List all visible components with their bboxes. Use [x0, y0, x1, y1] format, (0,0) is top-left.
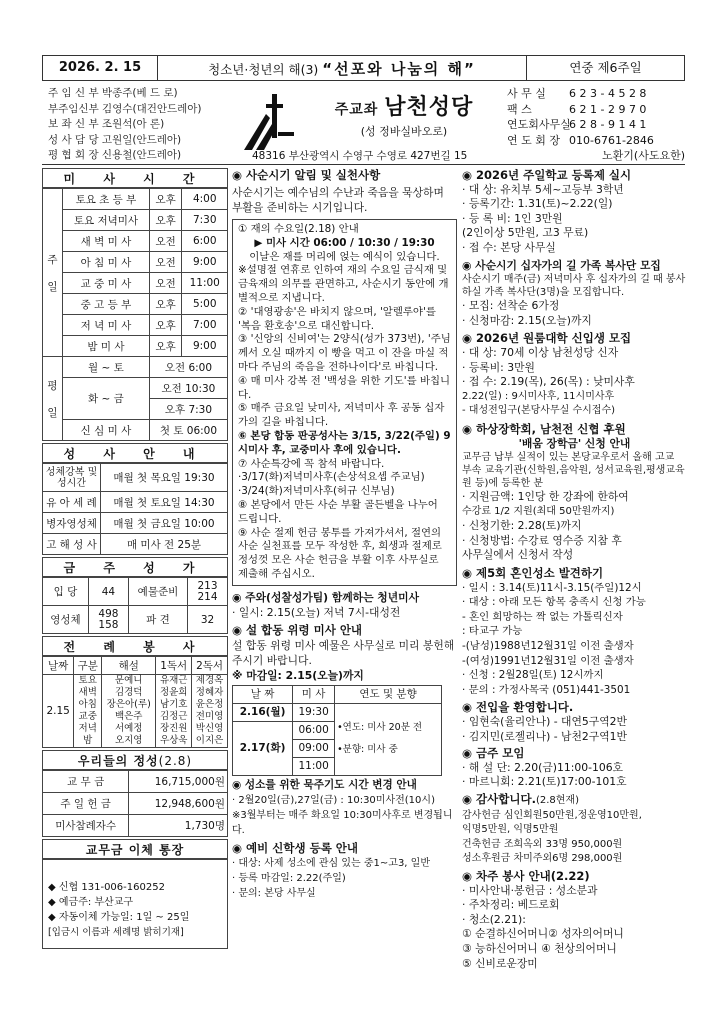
- hymns-table: 입 당 44 예물준비 213 214 영성체 498 158 파 견 32: [42, 577, 228, 634]
- welcome-title: ◉ 전입을 환영합니다.: [462, 700, 574, 715]
- elder-college-title: ◉ 2026년 원룸대학 신입생 모집: [462, 331, 632, 346]
- liturgical-sunday: 연중 제6주일: [526, 56, 684, 80]
- church-name: [304, 90, 504, 139]
- staff-item: 성 사 담 당 고원일(안드레아): [48, 133, 182, 146]
- thanks-title: ◉ 감사합니다.(2.8현재): [462, 791, 579, 806]
- offering-table: 교 무 금 16,715,000원 주 일 헌 금 12,948,600원 미사참례자수 1,730명: [42, 770, 228, 837]
- mass-times-title: 미 사 시 간: [42, 168, 228, 188]
- rosary-title: ◉ 성소를 위한 묵주기도 시간 변경 안내: [232, 778, 417, 791]
- meetings-title: ◉ 금주 모임: [462, 746, 525, 761]
- reading2-col: 제경옥 정혜자 윤은정 전미영 박신영 이지은: [192, 675, 228, 748]
- contact-row: 팩 스 6 2 1 - 2 9 7 0: [507, 102, 647, 116]
- sacrament-table: 성체강복 및 성시간 매월 첫 목요일 19:30 유 아 세 례 매월 첫 토요일 14:30 병자영성체 매월 첫 금요일 10:00 고 해 성 사 매 미사 전 25분: [42, 463, 228, 555]
- bank-title: 교무금 이체 통장: [42, 839, 228, 859]
- seol-title: ◉ 설 합동 위령 미사 안내: [232, 622, 363, 637]
- church-address: 48316 부산광역시 수영구 수영로 427번길 15: [252, 150, 468, 162]
- church-patron: (성 정바실바오로): [360, 125, 448, 138]
- contact-row: 노환기(사도요한): [602, 149, 685, 162]
- year-theme: [158, 58, 526, 79]
- theme-prefix: 청소년·청년의 해(3): [208, 61, 323, 77]
- altar-servers-title: ◉ 사순시기 십자가의 길 가족 복사단 모집: [462, 258, 661, 272]
- contact-row: 사 무 실 6 2 3 - 4 5 2 8: [507, 87, 647, 100]
- bulletin-date: 2026. 2. 15: [43, 56, 158, 80]
- left-column: [42, 168, 228, 949]
- right-column: ◉ 2026년 주일학교 등록제 실시 · 대 상: 유치부 5세~고등부 3학년 · 등록기간: 1.31(토)~2.22(일) · 등 록 비: 1인 3만원 (2인이상 5만원, 고3 무료) · 접 수: 본당 사무실 ◉ 사순시기 십자가의 길 가족 복사단 모집 사순시기 매주(금) 저녁미사 후 십자가의 길 때 봉사하실 가족 복사단(3명)을 모집합니다. · 모집: 선착순 6가정 · 신청마감: 2.15(오늘)까지 ◉ 2026년 원룸대학 신입생 모집 · 대 상: 70세 이상 남천성당 신자 · 등록비: 3만원 · 접 수: 2.19(목), 26(목) : 낮미사후 2.22(일) : 9시미사후, 11시미사후 - 대성전입구(본당사무실 수시접수) ◉ 하상장학회, 남천전 신협 후원 '배움 장학금' 신청 안내 교무금 납부 실적이 있는 본당교우로서 올해 고교 부속 교육기관(신학원,음악원, 성서교육원,평생교육원 등)에 등록한 분 · 지원금액: 1인당 한 강좌에 한하여 수강료 1/2 지원(최대 50만원까지) · 신청기한: 2.28(토)까지 · 신청방법: 수강료 영수증 지참 후 사무실에서 신청서 작성 ◉ 제5회 혼인성소 발견하기 · 일시 : 3.14(토)11시-3.15(주일)12시 · 대상 : 아래 모든 항목 충족시 신청 가능 - 혼인 희망하는 짝 없는 가톨릭신자 : 타교구 가능 -(남성)1988년12월31일 이전 출생자 -(여성)1991년12월31일 이전 출생자 · 신청 : 2월28일(토) 12시까지 · 문의 : 가정사목국 (051)441-3501 ◉ 전입을 환영합니다. · 임현숙(율리안나) - 대연5구역2반 · 김지민(로젤리나) - 남천2구역1반 ◉ 금주 모임 · 해 설 단: 2.20(금)11:00-106호 · 마르니회: 2.21(토)17:00-101호 ◉ 감사합니다.(2.8현재) 감사헌금 심인회원50만원,정운영10만원, 익명5만원, 익명5만원 건축헌금 조희옥외 33명 950,000원 성소후원금 차미주외6명 298,000원 ◉ 차주 봉사 안내(2.22) · 미사안내·봉헌금 : 성소분과 · 주차정리: 베드로회 · 청소(2.21): ① 순결하신어머니② 성자의어머니 ③ 능하신어머니 ④ 천상의어머니 ⑤ 신비로운장미: [462, 168, 686, 970]
- staff-item: 보 좌 신 부 조원석(아 론): [48, 118, 165, 130]
- staff-item: 부주임신부 김영수(대건안드레아): [48, 102, 202, 115]
- bank-info: ◆ 신협 131-006-160252 ◆ 예금주: 부산교구 ◆ 자동이체 가능일: 1일 ~ 25일 [입금시 이름과 세례명 밝히기재]: [42, 859, 228, 949]
- church-prefix: 주교좌: [334, 102, 379, 118]
- rosary-note: ※3월부터는 매주 화요일 10:30미사후로 변경됩니다.: [232, 809, 453, 836]
- staff-list: [48, 86, 238, 164]
- seol-deadline: ※ 마감일: 2.15(오늘)까지: [232, 668, 364, 682]
- commentator-col: 문예니 김경덕 장은아(루) 백은주 서예정 오지영: [102, 675, 156, 748]
- contact-row: 연도회사무실6 2 8 - 9 1 4 1: [507, 118, 647, 131]
- scholarship-title: ◉ 하상장학회, 남천전 신협 후원: [462, 421, 626, 436]
- church-header: [42, 86, 685, 164]
- seminary-title: ◉ 예비 신학생 등록 안내: [232, 840, 359, 855]
- contact-list: [507, 86, 685, 164]
- rosary-text: · 2월20일(금),27일(금) : 10:30미사전(10시): [232, 794, 435, 806]
- weekday-label: 평 일: [43, 357, 63, 441]
- youth-mass-text: · 일시: 2.15(오늘) 저녁 7시-대성전: [232, 605, 401, 619]
- header-bar: [42, 55, 685, 81]
- seol-table: 날 짜 미 사 연도 및 분향 2.16(월) 19:30 •연도: 미사 20분 전 •분향: 미사 중 2.17(화) 06:00 09:00 11:00: [232, 685, 442, 776]
- mass-times-table: 주 일 토요 초 등 부 오후 4:00 토요 저녁미사 오후 7:30 새 벽 미 사 오전 6:00 아 침 미 사 오전 9:00 교 중 미 사 오전 11:00 중 고 등 부 오후 5:00 저 녁 미 사 오후 7:00 밤 미 사 오후 9:00 평 일 월 ~ 토 오전 6:00 화 ~ 금 오전 10:30 오후 7:30 신 심 미 사 첫 토 06:00: [42, 188, 228, 441]
- sunday-school-title: ◉ 2026년 주일학교 등록제 실시: [462, 168, 632, 182]
- header-divider: [42, 164, 685, 165]
- reading1-col: 유재근 정윤희 남기호 김정근 장진원 우상욱: [156, 675, 192, 748]
- center-column: [232, 168, 457, 901]
- lent-items: ① 재의 수요일(2.18) 안내 ▶ 미사 시간 06:00 / 10:30 / 19:30 이날은 재를 머리에 얹는 예식이 있습니다. ※설명절 연휴로 인하여 재의 수요일 금식재 및 금육재의 의무를 관면하고, 사순시기 동안에 개별적으로 지냅니다. ② '대영광송'은 바치지 않으며, '알렐루야'를 '복음 환호송'으로 대신합니다. ③ '신앙의 신비여'는 2양식(성가 373번), '주님께서 오실 때까지 이 빵을 먹고 이 잔을 마실 적마다 주님의 죽음을 전하나이다'로 바칩니다. ④ 매 미사 강복 전 '백성을 위한 기도'를 바칩니다. ⑤ 매주 금요일 낮미사, 저녁미사 후 공동 십자가의 길을 바칩니다. ⑥ 본당 합동 판공성사는 3/15, 3/22(주일) 9시미사 후, 교중미사 후에 있습니다. ⑦ 사순특강에 꼭 참석 바랍니다. ·3/17(화)저녁미사후(손상석요셉 주교님) ·3/24(화)저녁미사후(허규 신부님) ⑧ 본당에서 만든 사순 부활 골든벨을 나누어 드립니다. ⑨ 사순 절제 헌금 봉투를 가져가셔서, 절연의 사순 실천표를 모두 작성한 후, 희생과 절제로 정성껏 모은 사순 헌금을 부활 이후 사무실로 제출해 주십시오.: [232, 219, 457, 586]
- staff-item: 평 협 회 장 신용철(안드레아): [48, 149, 182, 161]
- offering-title: 우리들의 정성(2.8): [42, 750, 228, 770]
- liturgy-table: 날짜 구분 해설 1독서 2독서 2.15 토요 새벽 아침 교중 저녁 밤 문예니 김경덕 장은아(루) 백은주 서예정 오지영 유재근 정윤희 남기호 김정근 장진원 우상욱 제경옥 정혜자 윤은정 전미영 박신영 이지은: [42, 656, 228, 748]
- staff-item: 주 임 신 부 박종주(베 드 로): [48, 87, 178, 99]
- sunday-label: 주 일: [43, 189, 63, 357]
- sacrament-title: 성 사 안 내: [42, 443, 228, 463]
- seminary-text: · 등록 마감일: 2.22(주일): [232, 872, 346, 884]
- marriage-title: ◉ 제5회 혼인성소 발견하기: [462, 566, 604, 581]
- lent-intro: 사순시기는 예수님의 수난과 죽음을 묵상하며 부활을 준비하는 시기입니다.: [232, 186, 444, 214]
- liturgy-title: 전 례 봉 사: [42, 636, 228, 656]
- hymns-title: 금 주 성 가: [42, 557, 228, 577]
- seol-text: 설 합동 위령 미사 예물은 사무실로 미리 봉헌해 주시기 바랍니다.: [232, 638, 455, 667]
- church-logo-icon: [242, 92, 297, 152]
- contact-row: 연 도 회 장 010-6761-2846: [507, 133, 654, 147]
- service-title: ◉ 차주 봉사 안내(2.22): [462, 868, 590, 883]
- seminary-text: · 문의: 본당 사무실: [232, 887, 316, 899]
- youth-mass-title: ◉ 주와(성찰성가팀) 함께하는 청년미사: [232, 590, 420, 604]
- theme-title: “선포와 나눔의 해”: [322, 59, 476, 78]
- seminary-text: · 대상: 사제 성소에 관심 있는 중1~고3, 일반: [232, 857, 430, 869]
- scholarship-sub: '배움 장학금' 신청 안내: [518, 436, 631, 450]
- lent-title: ◉ 사순시기 알림 및 실천사항: [232, 168, 381, 182]
- church-title: 남천성당: [384, 95, 474, 120]
